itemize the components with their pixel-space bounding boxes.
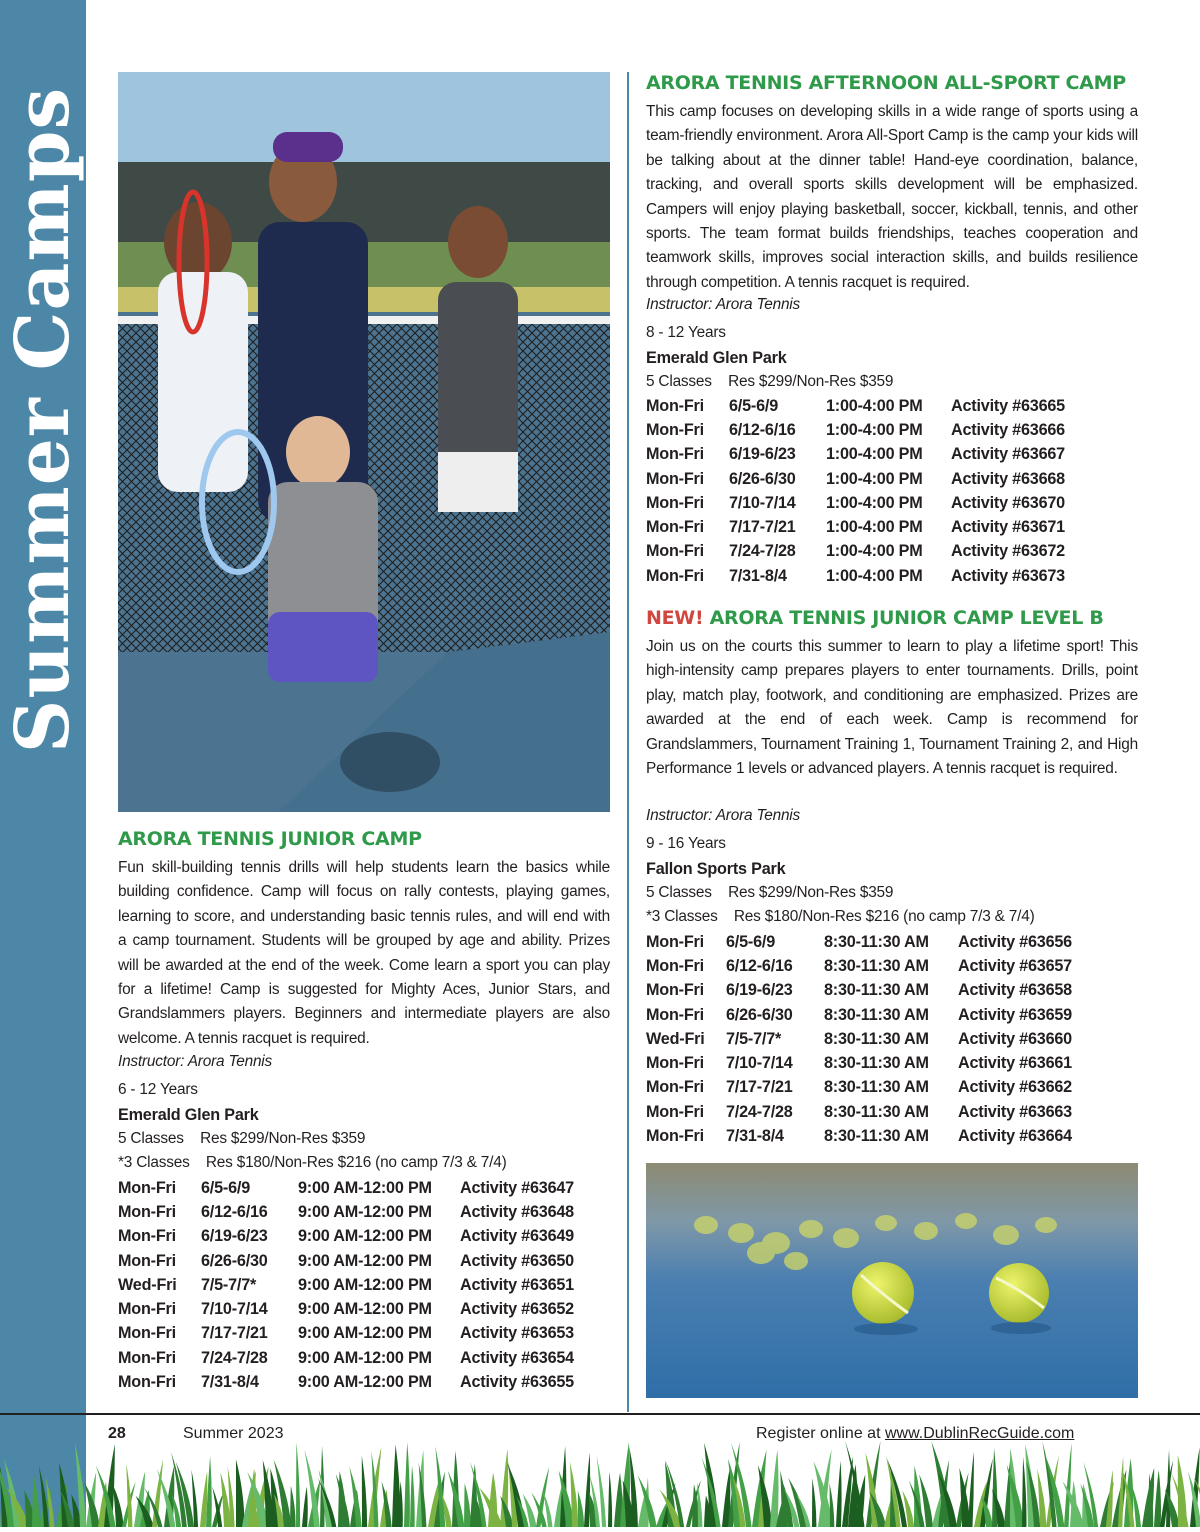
- schedule-time: 1:00-4:00 PM: [826, 540, 951, 564]
- schedule-activity: Activity #63654: [460, 1346, 610, 1370]
- level-b-camp-price-5: 5 Classes Res $299/Non-Res $359: [646, 881, 893, 905]
- schedule-days: Mon-Fri: [118, 1200, 201, 1224]
- schedule-time: 9:00 AM-12:00 PM: [298, 1176, 460, 1200]
- grass-blade: [200, 1471, 207, 1527]
- junior-camp-description: Fun skill-building tennis drills will help students learn the basics while building confidence. Camp will focus on rally contests, playing games, learning to score, and understanding basic tennis rules, and will end with a camp tournament. Students will be grouped by age and ability. Prizes will be awarded at the end of the week. Come learn a sport you can play for a lifetime! Camp is suggested for Mighty Aces, Junior Stars, and Grandslammers players. Beginners and intermediate players are also welcome. A tennis racquet is required.: [118, 856, 610, 1051]
- schedule-row: [646, 979, 1108, 1003]
- schedule-time: 8:30-11:30 AM: [824, 1027, 958, 1051]
- junior-camp-instructor: Instructor: Arora Tennis: [118, 1050, 272, 1074]
- schedule-row: [118, 1273, 610, 1297]
- schedule-activity: Activity #63670: [951, 491, 1101, 515]
- schedule-row: [646, 954, 1108, 978]
- schedule-time: 9:00 AM-12:00 PM: [298, 1225, 460, 1249]
- grass-blade: [578, 1491, 584, 1527]
- schedule-time: 8:30-11:30 AM: [824, 1003, 958, 1027]
- schedule-dates: 6/12-6/16: [726, 954, 824, 978]
- schedule-time: 1:00-4:00 PM: [826, 491, 951, 515]
- schedule-days: Mon-Fri: [118, 1370, 201, 1394]
- schedule-activity: Activity #63651: [460, 1273, 610, 1297]
- schedule-activity: Activity #63671: [951, 515, 1101, 539]
- schedule-days: Mon-Fri: [118, 1225, 201, 1249]
- schedule-time: 8:30-11:30 AM: [824, 979, 958, 1003]
- schedule-time: 9:00 AM-12:00 PM: [298, 1273, 460, 1297]
- level-b-camp-schedule: [646, 930, 1108, 1149]
- schedule-dates: 6/5-6/9: [201, 1176, 298, 1200]
- schedule-activity: Activity #63672: [951, 540, 1101, 564]
- grass-blade: [608, 1472, 612, 1527]
- schedule-days: Mon-Fri: [646, 1124, 726, 1148]
- grass-blade: [290, 1486, 296, 1527]
- schedule-days: Wed-Fri: [646, 1027, 726, 1051]
- schedule-row: [646, 540, 1101, 564]
- grass-blade: [812, 1478, 816, 1527]
- tennis-balls-photo: [646, 1163, 1138, 1398]
- schedule-dates: 7/5-7/7*: [726, 1027, 824, 1051]
- schedule-days: Mon-Fri: [646, 418, 729, 442]
- register-prefix: Register online at: [756, 1425, 885, 1442]
- junior-camp-schedule: [118, 1176, 610, 1395]
- schedule-dates: 7/10-7/14: [726, 1051, 824, 1075]
- schedule-row: [118, 1176, 610, 1200]
- new-label: NEW!: [646, 607, 703, 629]
- schedule-activity: Activity #63657: [958, 954, 1108, 978]
- junior-camp-ages: 6 - 12 Years: [118, 1078, 198, 1102]
- schedule-row: [118, 1225, 610, 1249]
- schedule-dates: 7/17-7/21: [726, 1076, 824, 1100]
- schedule-dates: 7/10-7/14: [201, 1297, 298, 1321]
- all-sport-camp-instructor: Instructor: Arora Tennis: [646, 293, 800, 317]
- grass-blade: [836, 1461, 842, 1527]
- schedule-dates: 7/31-8/4: [729, 564, 826, 588]
- schedule-days: Mon-Fri: [646, 540, 729, 564]
- schedule-row: [646, 1076, 1108, 1100]
- schedule-time: 9:00 AM-12:00 PM: [298, 1346, 460, 1370]
- schedule-dates: 6/26-6/30: [726, 1003, 824, 1027]
- junior-camp-location: Emerald Glen Park: [118, 1103, 259, 1127]
- junior-camp-price-3: *3 Classes Res $180/Non-Res $216 (no camp 7/3 & 7/4): [118, 1151, 507, 1175]
- section-title: Summer Camps: [0, 87, 86, 753]
- schedule-time: 9:00 AM-12:00 PM: [298, 1370, 460, 1394]
- junior-camp-heading: ARORA TENNIS JUNIOR CAMP: [118, 828, 422, 850]
- schedule-time: 1:00-4:00 PM: [826, 467, 951, 491]
- all-sport-camp-price-5: 5 Classes Res $299/Non-Res $359: [646, 370, 893, 394]
- grass-blade: [362, 1455, 367, 1527]
- grass-blade: [410, 1465, 415, 1527]
- schedule-activity: Activity #63668: [951, 467, 1101, 491]
- schedule-days: Mon-Fri: [646, 1051, 726, 1075]
- schedule-row: [118, 1249, 610, 1273]
- all-sport-camp-schedule: [646, 394, 1101, 588]
- schedule-activity: Activity #63673: [951, 564, 1101, 588]
- schedule-dates: 6/26-6/30: [201, 1249, 298, 1273]
- schedule-time: 8:30-11:30 AM: [824, 930, 958, 954]
- grass-blade: [404, 1442, 410, 1527]
- schedule-dates: 7/5-7/7*: [201, 1273, 298, 1297]
- schedule-days: Mon-Fri: [646, 979, 726, 1003]
- schedule-dates: 7/24-7/28: [201, 1346, 298, 1370]
- schedule-row: [646, 1027, 1108, 1051]
- schedule-dates: 6/12-6/16: [201, 1200, 298, 1224]
- schedule-time: 9:00 AM-12:00 PM: [298, 1249, 460, 1273]
- season-label: Summer 2023: [183, 1425, 284, 1443]
- all-sport-camp-location: Emerald Glen Park: [646, 346, 787, 370]
- schedule-dates: 7/24-7/28: [726, 1100, 824, 1124]
- kids-tennis-photo: [118, 72, 610, 812]
- schedule-dates: 6/12-6/16: [729, 418, 826, 442]
- schedule-row: [646, 1003, 1108, 1027]
- schedule-time: 1:00-4:00 PM: [826, 564, 951, 588]
- schedule-days: Mon-Fri: [646, 1100, 726, 1124]
- schedule-days: Mon-Fri: [118, 1176, 201, 1200]
- level-b-camp-title: ARORA TENNIS JUNIOR CAMP LEVEL B: [710, 607, 1104, 629]
- level-b-camp-ages: 9 - 16 Years: [646, 832, 726, 856]
- schedule-time: 8:30-11:30 AM: [824, 1124, 958, 1148]
- sidebar-band: [0, 0, 86, 1527]
- schedule-row: [646, 491, 1101, 515]
- schedule-row: [118, 1346, 610, 1370]
- schedule-activity: Activity #63650: [460, 1249, 610, 1273]
- grass-blade: [84, 1482, 100, 1527]
- page-number: 28: [108, 1425, 126, 1443]
- schedule-dates: 7/31-8/4: [201, 1370, 298, 1394]
- grass-blade: [236, 1459, 245, 1527]
- level-b-camp-location: Fallon Sports Park: [646, 857, 785, 881]
- level-b-camp-instructor: Instructor: Arora Tennis: [646, 804, 800, 828]
- schedule-time: 9:00 AM-12:00 PM: [298, 1322, 460, 1346]
- footer-rule: [0, 1413, 1200, 1415]
- schedule-days: Mon-Fri: [118, 1346, 201, 1370]
- schedule-row: [646, 394, 1101, 418]
- schedule-dates: 6/19-6/23: [729, 443, 826, 467]
- grass-blade: [584, 1453, 590, 1527]
- schedule-days: Mon-Fri: [646, 515, 729, 539]
- schedule-row: [646, 930, 1108, 954]
- schedule-days: Wed-Fri: [118, 1273, 201, 1297]
- level-b-camp-heading: [646, 607, 1104, 629]
- schedule-row: [646, 467, 1101, 491]
- grass-blade: [1118, 1457, 1123, 1527]
- schedule-dates: 7/10-7/14: [729, 491, 826, 515]
- level-b-camp-description: Join us on the courts this summer to learn to play a lifetime sport! This high-intensity camp prepares players to enter tournaments. Drills, point play, match play, footwork, and conditioning are emphasized. Prizes are awarded at the end of each week. Camp is recommend for Grandslammers, Tournament Training 1, Tournament Training 2, and High Performance 1 levels or advanced players. A tennis racquet is required.: [646, 635, 1138, 781]
- schedule-activity: Activity #63662: [958, 1076, 1108, 1100]
- grass-blade: [1106, 1470, 1113, 1527]
- schedule-activity: Activity #63661: [958, 1051, 1108, 1075]
- schedule-activity: Activity #63667: [951, 443, 1101, 467]
- schedule-time: 8:30-11:30 AM: [824, 1076, 958, 1100]
- schedule-activity: Activity #63647: [460, 1176, 610, 1200]
- schedule-time: 9:00 AM-12:00 PM: [298, 1297, 460, 1321]
- schedule-row: [646, 515, 1101, 539]
- grass-blade: [302, 1487, 308, 1527]
- schedule-row: [646, 443, 1101, 467]
- schedule-days: Mon-Fri: [118, 1322, 201, 1346]
- register-link[interactable]: www.DublinRecGuide.com: [885, 1425, 1074, 1442]
- grass-blade: [829, 1483, 834, 1527]
- schedule-dates: 6/19-6/23: [726, 979, 824, 1003]
- grass-blade: [968, 1452, 974, 1527]
- schedule-dates: 6/26-6/30: [729, 467, 826, 491]
- schedule-activity: Activity #63665: [951, 394, 1101, 418]
- schedule-dates: 7/31-8/4: [726, 1124, 824, 1148]
- grass-blade: [32, 1473, 39, 1527]
- schedule-activity: Activity #63666: [951, 418, 1101, 442]
- schedule-time: 1:00-4:00 PM: [826, 418, 951, 442]
- schedule-days: Mon-Fri: [118, 1297, 201, 1321]
- level-b-camp-price-3: *3 Classes Res $180/Non-Res $216 (no camp 7/3 & 7/4): [646, 905, 1035, 929]
- schedule-days: Mon-Fri: [646, 1076, 726, 1100]
- schedule-days: Mon-Fri: [646, 491, 729, 515]
- schedule-row: [646, 1100, 1108, 1124]
- schedule-dates: 6/5-6/9: [726, 930, 824, 954]
- schedule-time: 1:00-4:00 PM: [826, 394, 951, 418]
- junior-camp-price-5: 5 Classes Res $299/Non-Res $359: [118, 1127, 365, 1151]
- schedule-days: Mon-Fri: [646, 467, 729, 491]
- grass-blade: [1154, 1470, 1161, 1527]
- schedule-row: [118, 1200, 610, 1224]
- schedule-time: 8:30-11:30 AM: [824, 1051, 958, 1075]
- column-divider: [627, 72, 629, 1412]
- schedule-row: [646, 1124, 1108, 1148]
- schedule-activity: Activity #63653: [460, 1322, 610, 1346]
- grass-blade: [697, 1483, 702, 1527]
- all-sport-camp-ages: 8 - 12 Years: [646, 321, 726, 345]
- schedule-activity: Activity #63652: [460, 1297, 610, 1321]
- schedule-time: 1:00-4:00 PM: [826, 443, 951, 467]
- schedule-dates: 7/24-7/28: [729, 540, 826, 564]
- schedule-activity: Activity #63664: [958, 1124, 1108, 1148]
- grass-blade: [464, 1483, 471, 1527]
- schedule-activity: Activity #63648: [460, 1200, 610, 1224]
- schedule-row: [646, 564, 1101, 588]
- schedule-row: [118, 1370, 610, 1394]
- schedule-activity: Activity #63658: [958, 979, 1108, 1003]
- grass-blade: [1022, 1457, 1027, 1527]
- schedule-row: [118, 1297, 610, 1321]
- grass-blade: [770, 1449, 779, 1527]
- schedule-time: 8:30-11:30 AM: [824, 1100, 958, 1124]
- schedule-activity: Activity #63656: [958, 930, 1108, 954]
- schedule-days: Mon-Fri: [646, 930, 726, 954]
- schedule-activity: Activity #63663: [958, 1100, 1108, 1124]
- schedule-days: Mon-Fri: [646, 954, 726, 978]
- schedule-days: Mon-Fri: [118, 1249, 201, 1273]
- schedule-days: Mon-Fri: [646, 443, 729, 467]
- all-sport-camp-description: This camp focuses on developing skills in a wide range of sports using a team-friendly environment. Arora All-Sport Camp is the camp your kids will be talking about at the dinner table! Hand-eye coordination, balance, tracking, and overall sports skills development will be emphasized. Campers will enjoy playing basketball, soccer, kickball, tennis, and other sports. The team format builds friendships, teaches cooperation and teamwork skills, improves social interaction skills, and builds resilience through competition. A tennis racquet is required.: [646, 100, 1138, 295]
- all-sport-camp-heading: ARORA TENNIS AFTERNOON ALL-SPORT CAMP: [646, 72, 1126, 94]
- grass-blade: [296, 1442, 300, 1527]
- schedule-activity: Activity #63649: [460, 1225, 610, 1249]
- schedule-days: Mon-Fri: [646, 1003, 726, 1027]
- schedule-row: [646, 1051, 1108, 1075]
- grass-blade: [39, 1466, 49, 1527]
- schedule-days: Mon-Fri: [646, 394, 729, 418]
- schedule-days: Mon-Fri: [646, 564, 729, 588]
- schedule-dates: 7/17-7/21: [729, 515, 826, 539]
- schedule-row: [118, 1322, 610, 1346]
- grass-decoration: [0, 1440, 1200, 1527]
- schedule-time: 8:30-11:30 AM: [824, 954, 958, 978]
- schedule-dates: 6/19-6/23: [201, 1225, 298, 1249]
- schedule-time: 1:00-4:00 PM: [826, 515, 951, 539]
- schedule-time: 9:00 AM-12:00 PM: [298, 1200, 460, 1224]
- schedule-activity: Activity #63660: [958, 1027, 1108, 1051]
- schedule-dates: 7/17-7/21: [201, 1322, 298, 1346]
- schedule-row: [646, 418, 1101, 442]
- schedule-dates: 6/5-6/9: [729, 394, 826, 418]
- schedule-activity: Activity #63659: [958, 1003, 1108, 1027]
- schedule-activity: Activity #63655: [460, 1370, 610, 1394]
